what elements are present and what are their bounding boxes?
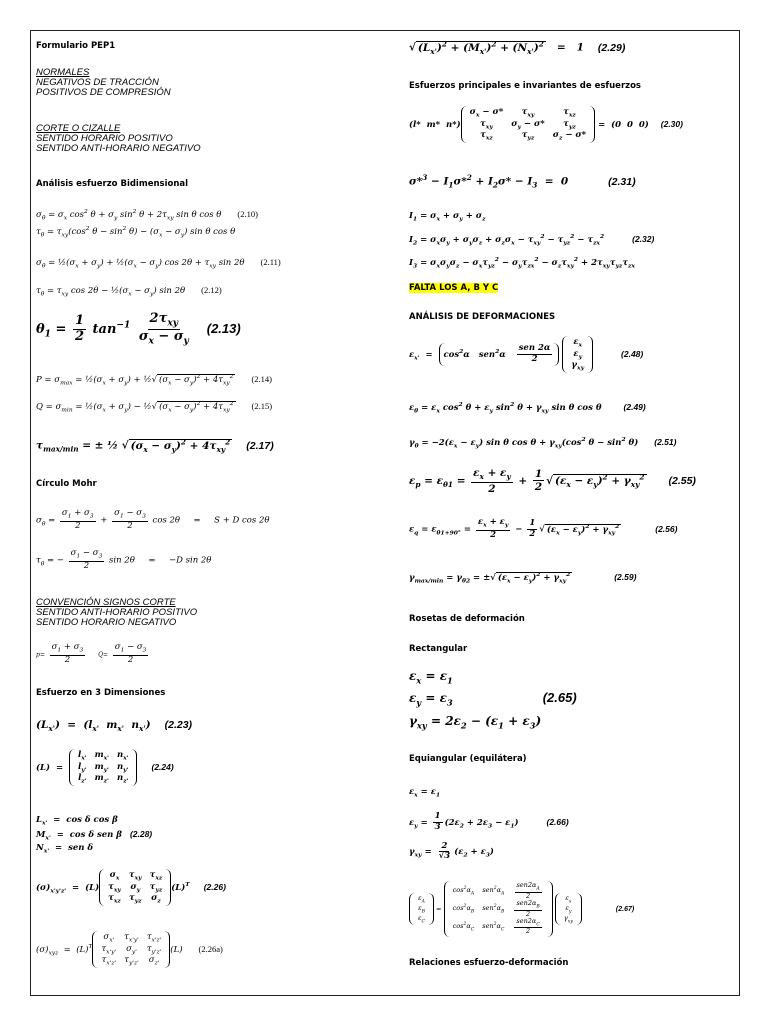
eq-number: (2.65) (542, 690, 577, 706)
equation-2-15: $Q = \sigma_{min}$ = $\frac{1}{2}(\sigma_x + \sigma_y)$ − ½√ $(\sigma_x - \sigma_y)^2 + 4\tau_{xy}^2$ (2.15) (36, 400, 273, 414)
eq-number: (2.24) (151, 762, 174, 773)
eq-number: (2.55) (668, 474, 696, 487)
equation-2-29: √ $(L_{x'})^2 + (M_{x'})^2 + (N_{x'})^2 = 1$ (2.29) (409, 39, 626, 56)
equation-2-13: $\theta_1$ = $\frac{1}{2}$ $\tan^{-1}$ $\frac{2\tau_{xy}}{\sigma_x - \sigma_y}$ (2.13) (36, 311, 241, 347)
equation-2-24: (L) = $l_{x'}$ $m_{x'}$ $n_{x'}$ $l_{y'}$ $m_{y'}$ $n_{y'}$ $l_{z'}$ $m_{z'}$ $n_{z'}$ (2.24) (36, 750, 174, 786)
eq-number: (2.48) (621, 349, 644, 360)
p-q-definition: p= $\frac{\sigma_1 + \sigma_3}{2}$ Q= $\frac{\sigma_1 - \sigma_3}{2}$ (36, 642, 147, 665)
convencion-line-2: SENTIDO HORARIO NEGATIVO (36, 617, 177, 628)
sheet-title: Formulario PEP1 (36, 41, 116, 51)
eq-number: (2.26) (203, 882, 226, 893)
eq-number: (2.28) (129, 828, 153, 839)
rectangular-heading: Rectangular (409, 644, 468, 654)
normales-line-2: POSITIVOS DE COMPRESIÓN (36, 87, 171, 98)
equation-2-30: (l* m* n*) $\sigma_x - \sigma*$ $\tau_{xy}$ $\tau_{xz}$ $\tau_{xy}$ $\sigma_y - \sigma*$ $\tau_{yz}$ $\tau_{xz}$ $\tau_{yz}$ $\sigma_z - \sigma*$ = (0 0 0) (2.30) (409, 107, 683, 143)
corte-heading: CORTE O CIZALLE (36, 123, 121, 134)
eq-number: (2.56) (655, 523, 678, 534)
equation-2-59: $\gamma_{max/min} = \gamma_{\theta 2}$ = ±√ $(\varepsilon_x - \varepsilon_y)^2 + \gamma_{xy}^2$ (2.59) (409, 571, 637, 585)
equation-2-67: $\varepsilon_A$ $\varepsilon_B$ $\varepsilon_C$ = $\cos^2\alpha_A$ $sen^2\alpha_A$ $\frac{sen2\alpha_A}{2}$ $\cos^2\alpha_B$ $sen^2\alpha_B$ $\frac{sen2\alpha_B}{2}$ $\cos^2\alpha_C$ $sen^2\alpha_C$ $\frac{sen2\alpha_C}{2}$ $\varepsilon_x$ $\varepsilon_y$ $\gamma_{xy}$ (2.67) (409, 881, 634, 937)
equation-2-26a: $(\sigma)_{xyz} = (L)^T$ $\sigma_{x'}$ $\tau_{x'y'}$ $\tau_{x'z'}$ $\tau_{x'y'}$ $\sigma_{y'}$ $\tau_{y'z'}$ $\tau_{x'z'}$ $\tau_{y'z'}$ $\sigma_{z'}$ (L) (2.26a) (36, 932, 223, 968)
equation-2-56: $\varepsilon_q = \varepsilon_{\theta 1+90^\circ}$ = $\frac{\varepsilon_x + \varepsilon_y}{2}$ − $\frac{1}{2}$ √ $(\varepsilon_x - \varepsilon_y)^2 + \gamma_{xy}^2$ (2.56) (409, 517, 678, 540)
corte-line-2: SENTIDO ANTI-HORARIO NEGATIVO (36, 143, 201, 154)
falta-note: FALTA LOS A, B Y C (409, 283, 499, 293)
principales-heading: Esfuerzos principales e invariantes de esfuerzos (409, 81, 641, 91)
normales-block (36, 68, 171, 98)
mohr-sigma-equation: $\sigma_\theta$ = $\frac{\sigma_1 + \sigma_3}{2}$ + $\frac{\sigma_1 - \sigma_3}{2}$ cos 2θ = S + D cos 2θ (36, 508, 270, 531)
eq-number: (2.26a) (198, 944, 223, 955)
equation-2-31: $\sigma*^3 - I_1\sigma*^2 + I_2\sigma* - I_3 = 0$ (2.31) (409, 173, 636, 190)
equation-2-26: $(\sigma)_{x'y'z'} = (L)$ $\sigma_x$ $\tau_{xy}$ $\tau_{xz}$ $\tau_{xy}$ $\sigma_y$ $\tau_{yz}$ $\tau_{xz}$ $\tau_{yz}$ $\sigma_z$ $(L)^T$ (2.26) (36, 870, 226, 906)
convencion-line-1: SENTIDO ANTI-HORARIO POSITIVO (36, 607, 198, 618)
equation-2-11: $\sigma_\theta$ = $\frac{1}{2}(\sigma_x + \sigma_y)$ + $\frac{1}{2}(\sigma_x - \sigma_y)$ $\cos 2\theta + \tau_{xy}$ sin 2θ (2.11) (36, 257, 281, 270)
eq-number: (2.51) (654, 436, 677, 447)
eq-number: (2.29) (597, 41, 626, 54)
mohr-tau-equation: $\tau_\theta$ = − $\frac{\sigma_1 - \sigma_3}{2}$ sin 2θ = −D sin 2θ (36, 548, 212, 571)
rosetas-heading: Rosetas de deformación (409, 614, 525, 624)
formula-sheet (30, 30, 740, 996)
equation-2-17: $\tau_{max/min}$ = ± ½ √ $(\sigma_x - \sigma_y)^2 + 4\tau_{xy}^2$ (2.17) (36, 437, 274, 454)
mohr-heading: Círculo Mohr (36, 479, 97, 489)
eq-number: (2.23) (164, 719, 193, 731)
tresd-heading: Esfuerzo en 3 Dimensiones (36, 688, 166, 698)
eq-number: (2.15) (251, 400, 273, 411)
equation-2-48: $\varepsilon_{x'} = \cos^2\alpha$ sen$^2$α $\frac{\text{sen 2α}}{2}$ $\varepsilon_x$ $\varepsilon_y$ $\gamma_{xy}$ (2.48) (409, 337, 644, 373)
equation-2-49: $\varepsilon_\theta = \varepsilon_x$ $\cos^2 \theta + \varepsilon_y$ $\sin^2 \theta + \gamma_{xy}$ sin θ cos θ (2.49) (409, 401, 646, 415)
relaciones-heading: Relaciones esfuerzo-deformación (409, 958, 569, 968)
eq-number: (2.67) (615, 905, 635, 913)
eq-number: (2.31) (608, 175, 636, 188)
eq-number: (2.59) (614, 571, 637, 582)
corte-line-1: SENTIDO HORARIO POSITIVO (36, 133, 173, 144)
equation-2-65: $\varepsilon_x = \varepsilon_1$ $\varepsilon_y = \varepsilon_3$ (2.65) $\gamma_{xy} = 2\varepsilon_2 - (\varepsilon_1 + \varepsilon_3)$ (409, 669, 577, 731)
normales-line-1: NEGATIVOS DE TRACCIÓN (36, 77, 159, 88)
eq-number: (2.10) (237, 208, 258, 219)
normales-heading: NORMALES (36, 67, 90, 78)
eq-number: (2.12) (201, 285, 222, 295)
deformaciones-heading: ANÁLISIS DE DEFORMACIONES (409, 312, 556, 322)
equation-2-23: $(L_{x'}) = (l_{x'}$ $m_{x'}$ $n_{x'}$) (2.23) (36, 719, 193, 734)
eq-number: (2.11) (260, 257, 281, 267)
equation-2-12: $\tau_\theta = \tau_{xy}$ $\cos 2\theta - \frac{1}{2}(\sigma_x - \sigma_y)$ sin 2θ (2.12) (36, 285, 222, 298)
eq-number: (2.49) (623, 401, 646, 412)
equation-2-14: $P = \sigma_{max}$ = $\frac{1}{2}(\sigma_x + \sigma_y)$ + ½√ $(\sigma_x - \sigma_y)^2 + 4\tau_{xy}^2$ (2.14) (36, 373, 272, 387)
eq-number: (2.66) (546, 816, 569, 827)
eq-number: (2.32) (632, 233, 655, 244)
equiangular-heading: Equiangular (equilátera) (409, 754, 527, 764)
equation-2-51: $\gamma_\theta = -2(\varepsilon_x - \varepsilon_y)$ sin θ $\cos \theta + \gamma_{xy}(\cos^2$ $\theta - \sin^2 \theta$) (2.51) (409, 436, 677, 450)
corte-block (36, 124, 201, 154)
eq-number: (2.13) (206, 321, 241, 337)
bidim-heading: Análisis esfuerzo Bidimensional (36, 179, 189, 189)
convencion-heading: CONVENCIÓN SIGNOS CORTE (36, 597, 176, 608)
equation-2-10b: $\tau_\theta = \tau_{xy}(\cos^2$ $\theta - \sin^2 \theta) - (\sigma_x - \sigma_y)$ sin θ cos θ (36, 225, 236, 239)
equation-2-66: $\varepsilon_x = \varepsilon_1$ $\varepsilon_y$ = $\frac{1}{3}$ $(2\varepsilon_2 + 2\varepsilon_3 - \varepsilon_1)$ (2.66) $\gamma_{xy}$ = $\frac{2}{√3}$ $(\varepsilon_2 + \varepsilon_3)$ (409, 787, 569, 862)
eq-number: (2.17) (246, 439, 274, 452)
eq-number: (2.30) (660, 119, 683, 130)
eq-number: (2.14) (251, 373, 272, 384)
equation-2-32: $I_1 = \sigma_x + \sigma_y + \sigma_z$ $I_2 = \sigma_x\sigma_y + \sigma_y\sigma_z + \sigma_z\sigma_x - \tau_{xy}^2 - \tau_{yz}^2 - \tau_{zx}^2$ (2.32) $I_3 = \sigma_x\sigma_y\sigma_z - \sigma_x\tau_{yz}^2 - \sigma_y\tau_{zx}^2 - \sigma_z\tau_{xy}^2 + 2\tau_{xy}\tau_{yz}\tau_{zx}$ (409, 211, 655, 270)
equation-2-28: $L_{x'} = \cos \delta$ cos β $M_{x'} = \cos \delta$ sen β (2.28) $N_{x'}$ = sen δ (36, 815, 153, 856)
equation-2-55: $\varepsilon_p = \varepsilon_{\theta 1}$ = $\frac{\varepsilon_x + \varepsilon_y}{2}$ + $\frac{1}{2}$ √ $(\varepsilon_x - \varepsilon_y)^2 + \gamma_{xy}^2$ (2.55) (409, 467, 696, 495)
convencion-block (36, 598, 197, 628)
equation-2-10: $\sigma_\theta = \sigma_x$ $\cos^2 \theta + \sigma_y$ $\sin^2 \theta + 2\tau_{xy}$ sin θ cos θ (2.10) (36, 208, 258, 222)
